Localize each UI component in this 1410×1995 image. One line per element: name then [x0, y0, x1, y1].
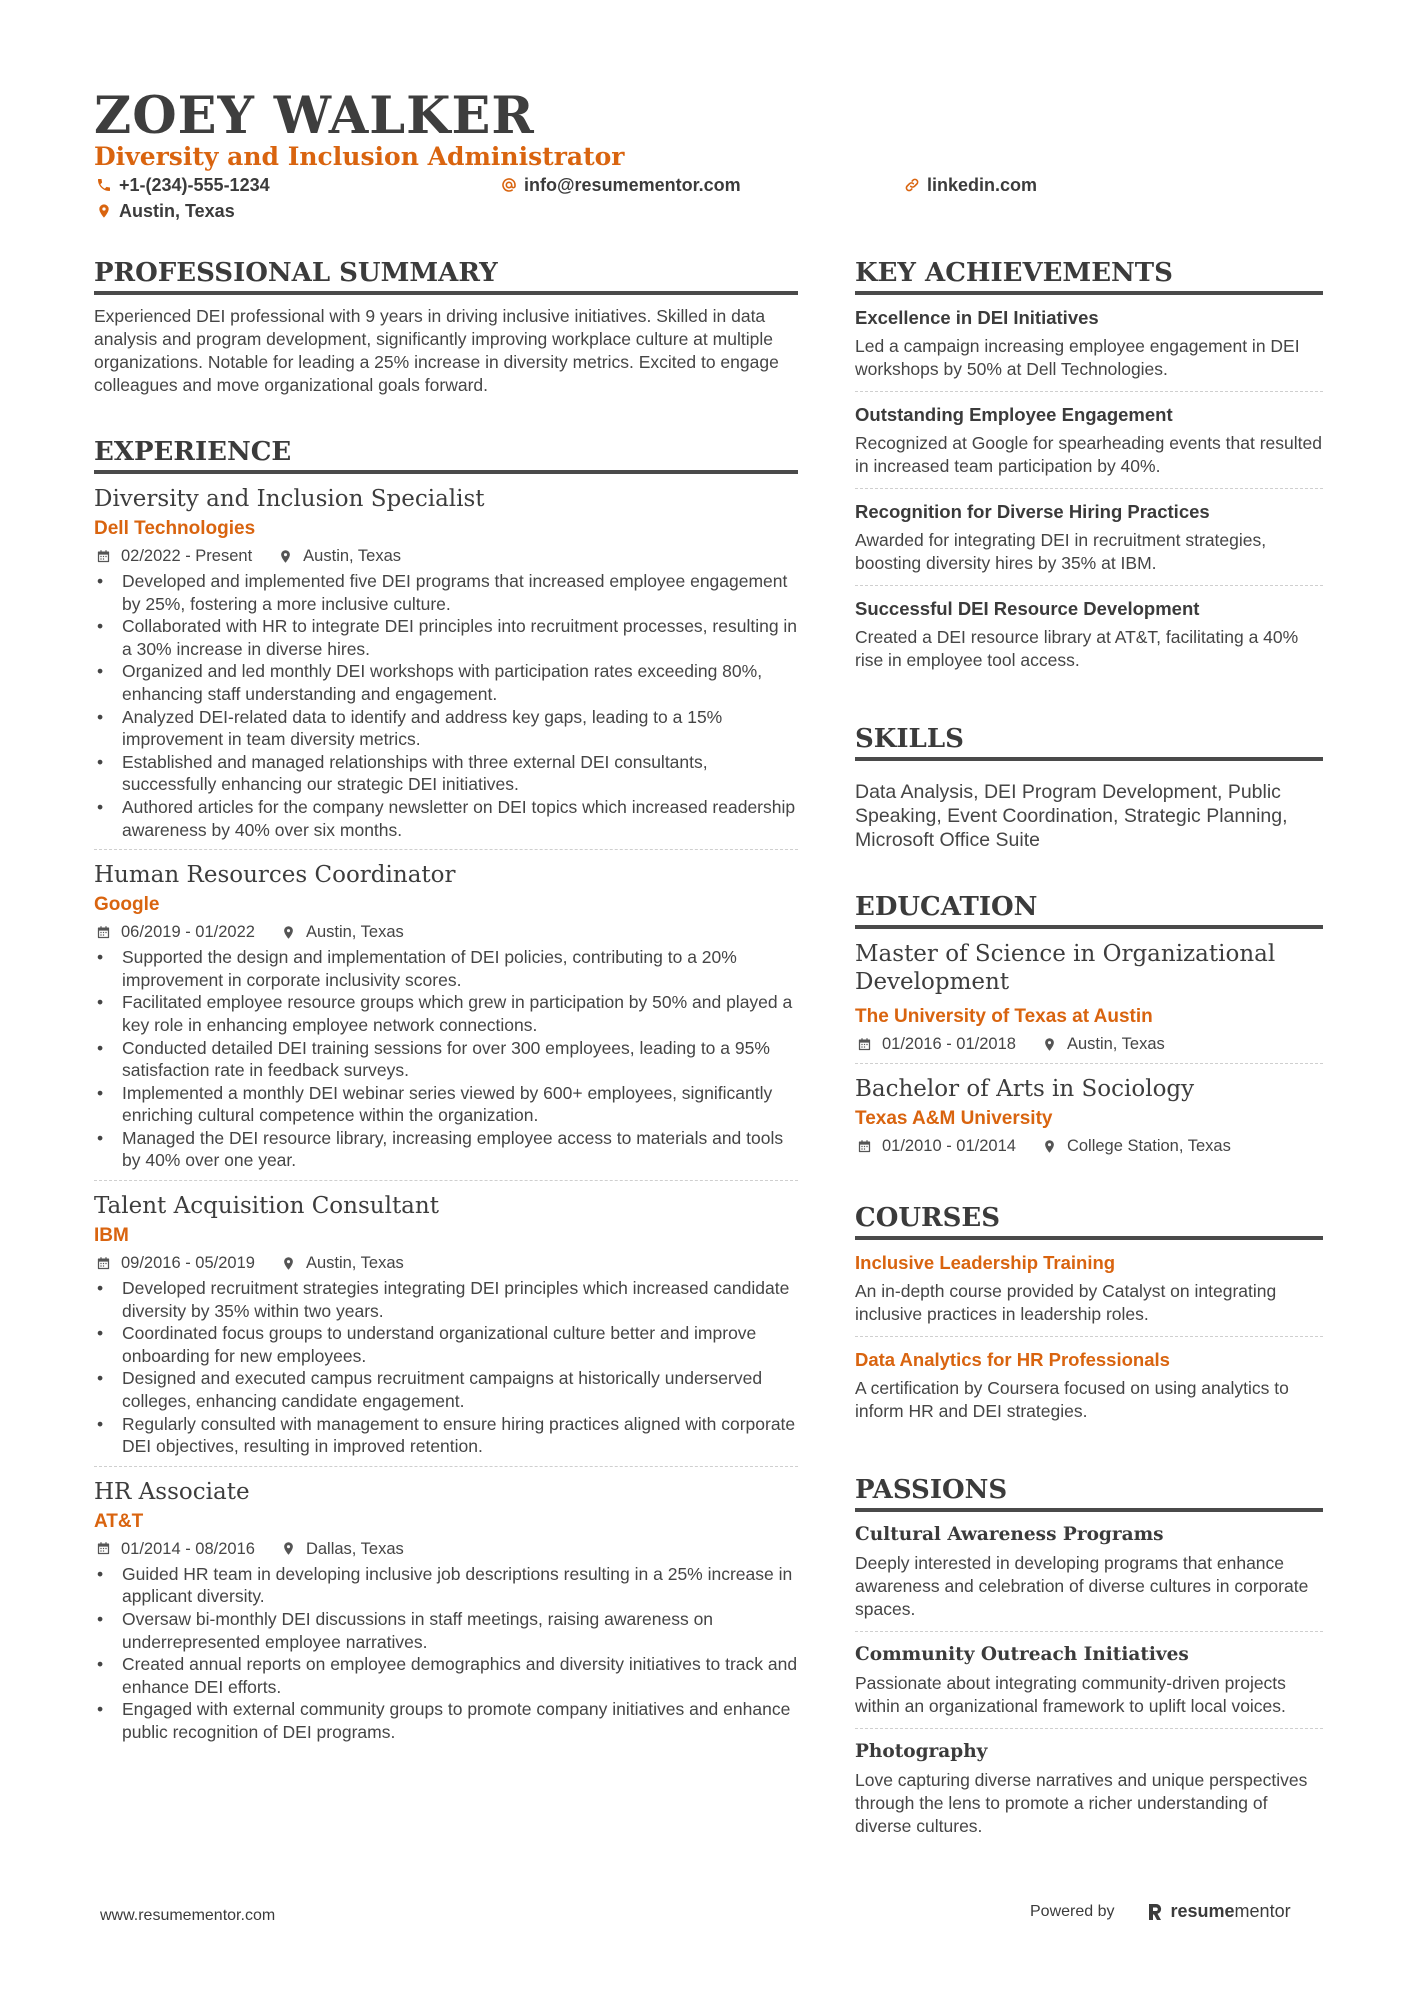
- at-sign-icon: [501, 177, 517, 193]
- education-item: [855, 1064, 1323, 1165]
- job-meta: [94, 921, 798, 943]
- left-column: [94, 256, 798, 1778]
- passion-title: Cultural Awareness Programs: [855, 1524, 1164, 1545]
- map-pin-icon: [1042, 1037, 1057, 1052]
- education-location: Austin, Texas: [1066, 1035, 1165, 1053]
- job-bullets: [94, 570, 798, 841]
- job-company: Dell Technologies: [94, 518, 256, 539]
- achievements-section: [855, 256, 1323, 682]
- job-bullets: [94, 946, 798, 1172]
- job-title: Human Resources Coordinator: [94, 862, 456, 889]
- summary-text: Experienced DEI professional with 9 years in driving inclusive initiatives. Skilled in data analysis and program development, significantly improving workplace culture at multiple organizations. Notable for leading a 25% increase in diversity metrics. Excited to engage colleagues and move organizational goals forward.: [94, 306, 779, 395]
- achievement-title: Successful DEI Resource Development: [855, 598, 1200, 619]
- achievement-item: [855, 586, 1323, 682]
- brand-light: mentor: [1234, 1901, 1291, 1921]
- candidate-role: Diversity and Inclusion Administrator: [94, 142, 625, 171]
- skills-section: [855, 722, 1323, 852]
- map-pin-icon: [278, 549, 293, 564]
- education-meta: [855, 1135, 1323, 1157]
- skills-text: Data Analysis, DEI Program Development, Public Speaking, Event Coordination, Strategic Planning, Microsoft Office Suite: [855, 781, 1288, 851]
- achievements-heading: KEY ACHIEVEMENTS: [855, 256, 1323, 295]
- bullet-item: • Facilitated employee resource groups which grew in participation by 50% and played a key role in enhancing employee network connections.: [94, 991, 798, 1036]
- course-title: Data Analytics for HR Professionals: [855, 1349, 1170, 1370]
- bullet-item: • Conducted detailed DEI training sessions for over 300 employees, leading to a 95% satisfaction rate in feedback surveys.: [94, 1037, 798, 1082]
- bullet-item: • Designed and executed campus recruitment campaigns at historically underserved colleges, enhancing candidate engagement.: [94, 1367, 798, 1412]
- achievement-item: [855, 295, 1323, 392]
- achievement-text: Led a campaign increasing employee engagement in DEI workshops by 50% at Dell Technologies.: [855, 336, 1300, 379]
- achievement-text: Recognized at Google for spearheading events that resulted in increased team participation by 40%.: [855, 433, 1322, 476]
- contact-linkedin[interactable]: [904, 174, 1037, 196]
- achievement-text: Created a DEI resource library at AT&T, facilitating a 40% rise in employee tool access.: [855, 627, 1299, 670]
- education-dates: 01/2016 - 01/2018: [882, 1035, 1016, 1053]
- bullet-item: • Supported the design and implementation of DEI policies, contributing to a 20% improvement in corporate inclusivity scores.: [94, 946, 798, 991]
- education-dates: 01/2010 - 01/2014: [882, 1137, 1016, 1155]
- bullet-item: • Implemented a monthly DEI webinar series viewed by 600+ employees, significantly enriching cultural competence within the organization.: [94, 1082, 798, 1127]
- job-title: Diversity and Inclusion Specialist: [94, 486, 485, 512]
- achievement-title: Outstanding Employee Engagement: [855, 404, 1173, 425]
- job-dates: 09/2016 - 05/2019: [121, 1254, 255, 1273]
- passion-text: Deeply interested in developing programs that enhance awareness and celebration of diverse cultures in corporate spaces.: [855, 1553, 1309, 1619]
- job-dates: 02/2022 - Present: [121, 547, 253, 565]
- achievement-title: Recognition for Diverse Hiring Practices: [855, 501, 1210, 522]
- bullet-item: • Analyzed DEI-related data to identify and address key gaps, leading to a 15% improvement in team diversity metrics.: [94, 706, 798, 751]
- location-text: Austin, Texas: [119, 201, 235, 221]
- footer-branding[interactable]: [1030, 1901, 1291, 1922]
- bullet-item: • Collaborated with HR to integrate DEI principles into recruitment processes, resulting in a 30% increase in diverse hires.: [94, 615, 798, 660]
- phone-icon: [96, 177, 112, 193]
- experience-section: [94, 435, 798, 1752]
- email-text: info@resumementor.com: [524, 175, 741, 195]
- bullet-item: • Oversaw bi-monthly DEI discussions in staff meetings, raising awareness on underrepresented employee narratives.: [94, 1608, 798, 1653]
- achievement-item: [855, 489, 1323, 586]
- bullet-item: • Regularly consulted with management to ensure hiring practices aligned with corporate DEI objectives, resulting in improved retention.: [94, 1413, 798, 1458]
- education-section: [855, 890, 1323, 1165]
- course-title: Inclusive Leadership Training: [855, 1252, 1116, 1273]
- job-entry: [94, 850, 798, 1181]
- map-pin-icon: [96, 203, 112, 219]
- bullet-item: • Coordinated focus groups to understand organizational culture better and improve onboarding for new employees.: [94, 1322, 798, 1367]
- contact-email[interactable]: [501, 174, 741, 196]
- summary-section: [94, 256, 798, 397]
- phone-text: +1-(234)-555-1234: [119, 175, 270, 195]
- job-location: Austin, Texas: [303, 547, 402, 565]
- passion-title: Community Outreach Initiatives: [855, 1644, 1189, 1665]
- courses-section: [855, 1201, 1323, 1433]
- resumementor-logo-icon: [1147, 1902, 1163, 1922]
- calendar-icon: [857, 1037, 872, 1052]
- course-text: An in-depth course provided by Catalyst on integrating inclusive practices in leadership roles.: [855, 1281, 1277, 1324]
- summary-heading: PROFESSIONAL SUMMARY: [94, 256, 798, 295]
- map-pin-icon: [281, 925, 296, 940]
- right-column: [855, 256, 1323, 1874]
- course-item: [855, 1240, 1323, 1337]
- calendar-icon: [96, 925, 111, 940]
- job-meta: [94, 545, 798, 567]
- bullet-item: • Authored articles for the company newsletter on DEI topics which increased readership awareness by 40% over six months.: [94, 796, 798, 841]
- achievement-title: Excellence in DEI Initiatives: [855, 307, 1099, 328]
- bullet-item: • Engaged with external community groups to promote company initiatives and enhance public recognition of DEI programs.: [94, 1698, 798, 1743]
- achievement-text: Awarded for integrating DEI in recruitment strategies, boosting diversity hires by 35% at IBM.: [855, 530, 1267, 573]
- courses-heading: COURSES: [855, 1201, 1323, 1240]
- passion-item: [855, 1632, 1323, 1729]
- brand-name: [1171, 1901, 1291, 1922]
- calendar-icon: [857, 1139, 872, 1154]
- experience-heading: EXPERIENCE: [94, 435, 798, 474]
- contact-location: [96, 200, 235, 222]
- job-dates: 01/2014 - 08/2016: [121, 1539, 255, 1558]
- footer-website[interactable]: www.resumementor.com: [100, 1907, 276, 1924]
- job-dates: 06/2019 - 01/2022: [121, 923, 255, 942]
- powered-by-label: Powered by: [1030, 1902, 1115, 1920]
- passion-item: [855, 1512, 1323, 1632]
- education-item: [855, 929, 1323, 1064]
- education-location: College Station, Texas: [1066, 1137, 1231, 1155]
- course-text: A certification by Coursera focused on using analytics to inform HR and DEI strategies.: [855, 1378, 1289, 1421]
- job-bullets: [94, 1277, 798, 1458]
- linkedin-text: linkedin.com: [927, 175, 1038, 195]
- passion-title: Photography: [855, 1741, 988, 1762]
- job-location: Dallas, Texas: [305, 1539, 404, 1558]
- education-school: Texas A&M University: [855, 1108, 1053, 1129]
- passion-item: [855, 1729, 1323, 1848]
- map-pin-icon: [281, 1256, 296, 1271]
- brand-bold: resume: [1170, 1901, 1235, 1921]
- bullet-item: • Organized and led monthly DEI workshops with participation rates exceeding 80%, enhancing staff understanding and engagement.: [94, 660, 798, 705]
- link-icon: [904, 177, 920, 193]
- job-title: HR Associate: [94, 1478, 250, 1505]
- job-location: Austin, Texas: [305, 923, 404, 942]
- bullet-item: • Established and managed relationships with three external DEI consultants, successfully enhancing our strategic DEI initiatives.: [94, 751, 798, 796]
- course-item: [855, 1337, 1323, 1433]
- bullet-item: • Managed the DEI resource library, increasing employee access to materials and tools by 40% over one year.: [94, 1127, 798, 1172]
- education-meta: [855, 1033, 1323, 1055]
- job-entry: [94, 1467, 798, 1752]
- skills-heading: SKILLS: [855, 722, 1323, 761]
- passion-text: Love capturing diverse narratives and unique perspectives through the lens to promote a richer understanding of diverse cultures.: [855, 1770, 1308, 1836]
- job-company: AT&T: [94, 1510, 144, 1532]
- bullet-item: • Created annual reports on employee demographics and diversity initiatives to track and enhance DEI efforts.: [94, 1653, 798, 1698]
- job-bullets: [94, 1563, 798, 1744]
- education-school: The University of Texas at Austin: [855, 1006, 1153, 1027]
- calendar-icon: [96, 549, 111, 564]
- job-meta: [94, 1252, 798, 1274]
- passions-section: [855, 1473, 1323, 1848]
- job-title: Talent Acquisition Consultant: [94, 1193, 439, 1220]
- job-meta: [94, 1538, 798, 1560]
- calendar-icon: [96, 1541, 111, 1556]
- job-entry: [94, 474, 798, 850]
- passion-text: Passionate about integrating community-driven projects within an organizational framework to uplift local voices.: [855, 1673, 1286, 1716]
- map-pin-icon: [1042, 1139, 1057, 1154]
- bullet-item: • Guided HR team in developing inclusive job descriptions resulting in a 25% increase in applicant diversity.: [94, 1563, 798, 1608]
- education-degree: Bachelor of Arts in Sociology: [855, 1076, 1195, 1102]
- job-entry: [94, 1181, 798, 1467]
- job-company: Google: [94, 894, 160, 916]
- job-location: Austin, Texas: [305, 1254, 404, 1273]
- contact-phone[interactable]: [96, 174, 270, 196]
- education-heading: EDUCATION: [855, 890, 1323, 929]
- candidate-name: ZOEY WALKER: [94, 86, 535, 146]
- achievement-item: [855, 392, 1323, 489]
- job-company: IBM: [94, 1225, 129, 1247]
- passions-heading: PASSIONS: [855, 1473, 1323, 1512]
- bullet-item: • Developed and implemented five DEI programs that increased employee engagement by 25%, fostering a more inclusive culture.: [94, 570, 798, 615]
- calendar-icon: [96, 1256, 111, 1271]
- map-pin-icon: [281, 1541, 296, 1556]
- bullet-item: • Developed recruitment strategies integrating DEI principles which increased candidate diversity by 35% within two years.: [94, 1277, 798, 1322]
- education-degree: Master of Science in Organizational Development: [855, 941, 1276, 995]
